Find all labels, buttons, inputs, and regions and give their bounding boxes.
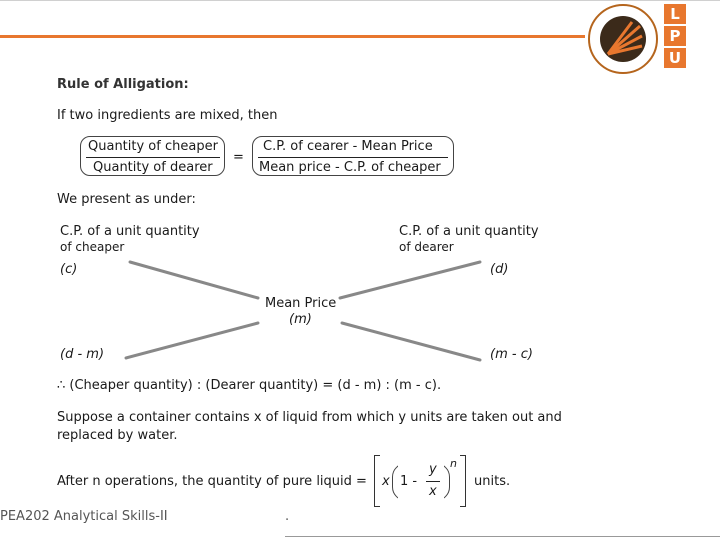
logo-letter-u: U	[664, 48, 686, 68]
inner-fraction-bar	[426, 481, 440, 482]
top-left-label-line1: C.P. of a unit quantity	[60, 224, 200, 239]
right-numerator: C.P. of cearer - Mean Price	[263, 139, 433, 154]
suppose-line1: Suppose a container contains x of liquid from which y units are taken out and	[57, 410, 562, 425]
top-right-label-line1: C.P. of a unit quantity	[399, 224, 539, 239]
rule-heading: Rule of Alligation:	[57, 77, 189, 92]
top-left-var: (c)	[60, 262, 78, 277]
course-footer: PEA202 Analytical Skills-II	[0, 509, 168, 524]
bottom-right-label: (m - c)	[490, 347, 533, 362]
footer-dot: .	[285, 509, 290, 524]
top-right-label-line2: of dearer	[399, 240, 454, 254]
formula-y: y	[429, 462, 437, 477]
left-numerator: Quantity of cheaper	[88, 139, 218, 154]
formula-x-denominator: x	[429, 484, 437, 499]
formula-exponent-n: n	[450, 457, 457, 470]
top-left-label-line2: of cheaper	[60, 240, 125, 254]
top-right-var: (d)	[490, 262, 509, 277]
center-var: (m)	[289, 312, 312, 327]
bottom-left-label: (d - m)	[60, 347, 105, 362]
therefore-statement: ∴ (Cheaper quantity) : (Dearer quantity) = (d - m) : (m - c).	[57, 378, 442, 393]
left-denominator: Quantity of dearer	[93, 160, 213, 175]
logo-letter-l: L	[664, 4, 686, 24]
formula-x: x	[382, 474, 390, 489]
formula-one-minus: 1 -	[400, 474, 418, 489]
footer-rule	[285, 536, 720, 537]
equals-sign: =	[233, 150, 244, 165]
suppose-line2: replaced by water.	[57, 428, 178, 443]
center-label: Mean Price	[265, 296, 337, 311]
right-denominator: Mean price - C.P. of cheaper	[259, 160, 441, 175]
logo-letter-p: P	[664, 26, 686, 46]
present-text: We present as under:	[57, 192, 196, 207]
after-suffix: units.	[474, 474, 511, 489]
intro-text: If two ingredients are mixed, then	[57, 108, 278, 123]
after-prefix: After n operations, the quantity of pure liquid =	[57, 474, 367, 489]
